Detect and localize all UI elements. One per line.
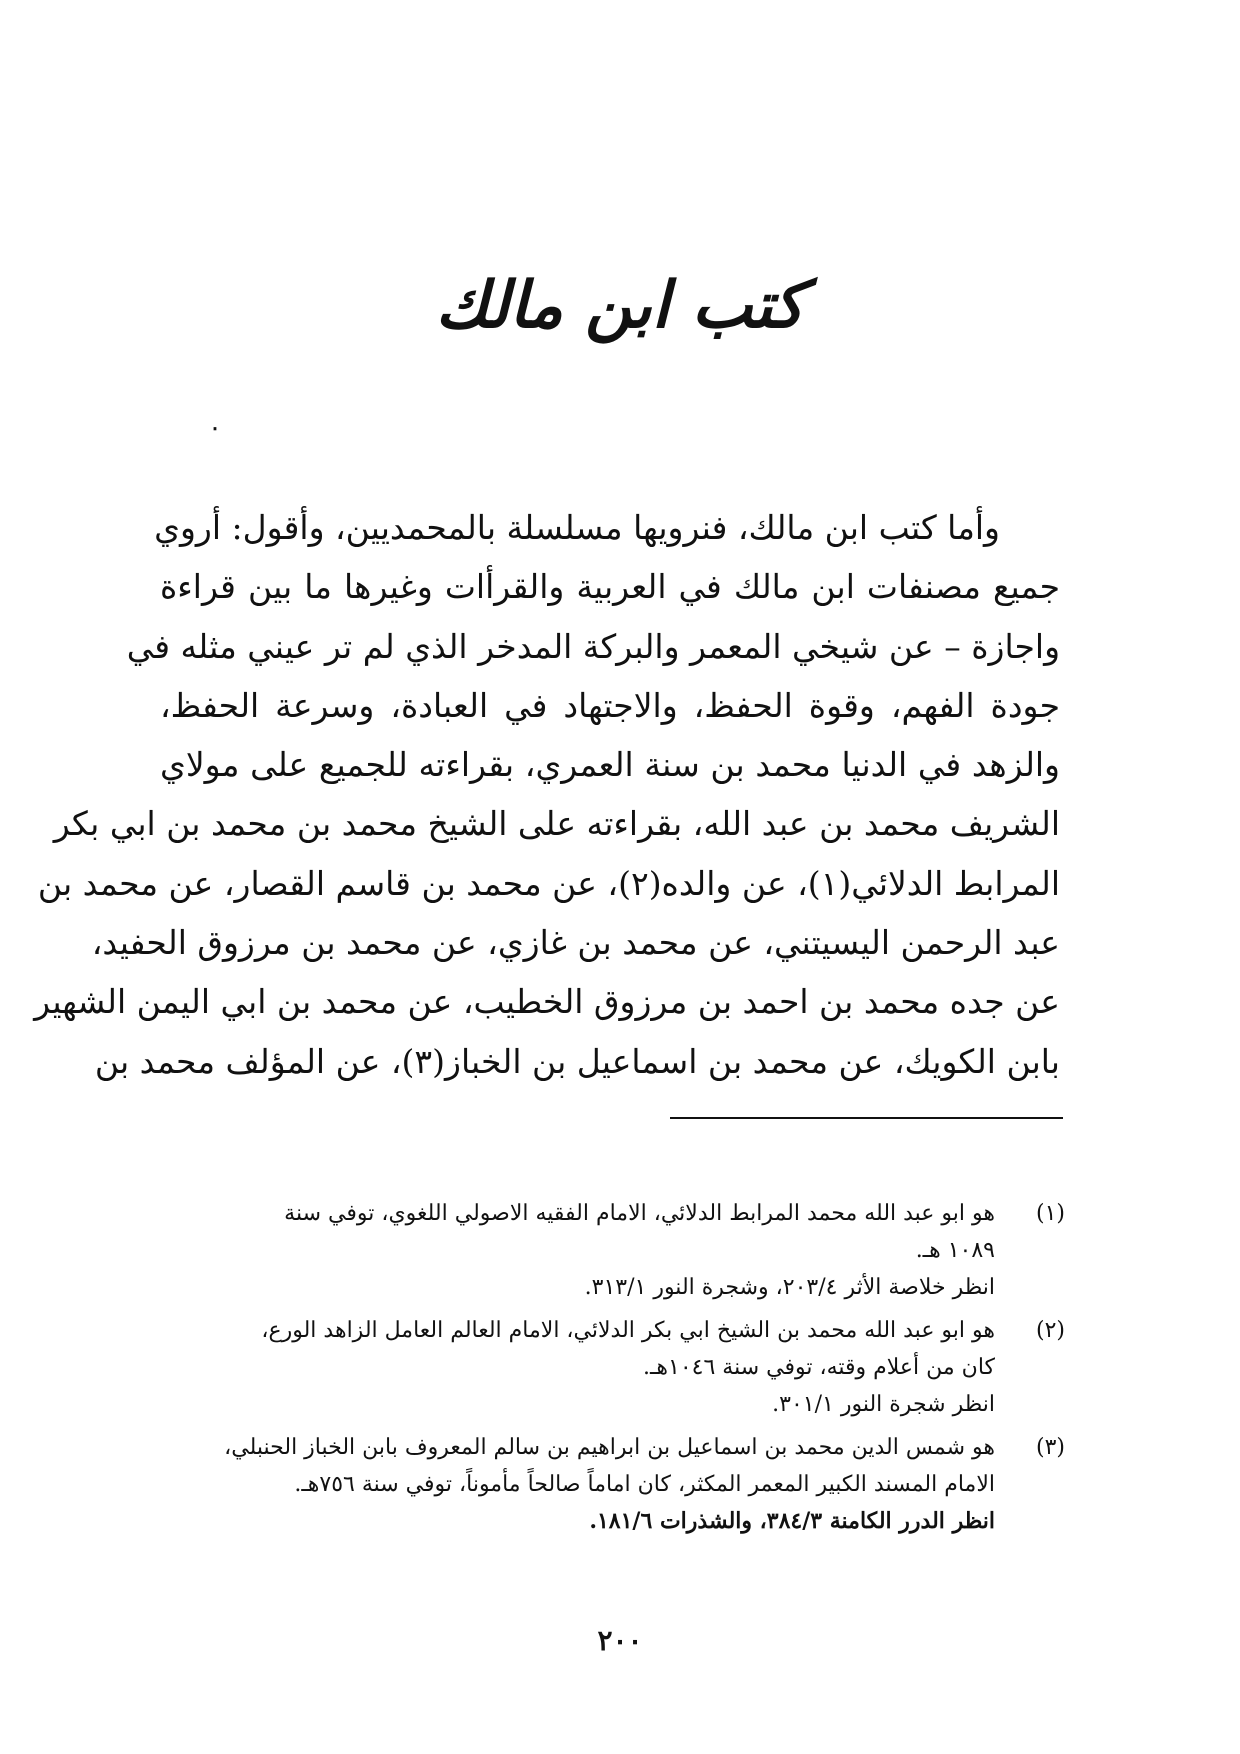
paragraph-line: جودة الفهم، وقوة الحفظ، والاجتهاد في العبادة، وسرعة الحفظ،	[160, 685, 1060, 725]
footnotes	[170, 1195, 1065, 1546]
footnote-line: انظر الدرر الكامنة ٣٨٤/٣، والشذرات ١٨١/٦.	[589, 1508, 995, 1534]
ornament-mark: ٠	[208, 413, 222, 443]
paragraph-line: بابن الكويك، عن محمد بن اسماعيل بن الخباز(٣)، عن المؤلف محمد بن	[94, 1041, 1060, 1081]
paragraph-line: والزهد في الدنيا محمد بن سنة العمري، بقراءته للجميع على مولاي	[160, 745, 1060, 785]
footnote-line: ١٠٨٩ هـ.	[915, 1238, 995, 1263]
paragraph-line: واجازة – عن شيخي المعمر والبركة المدخر الذي لم تر عيني مثله في	[126, 626, 1060, 666]
paragraph-line: جميع مصنفات ابن مالك في العربية والقرأات وغيرها ما بين قراءة	[160, 567, 1060, 607]
page-number: ٢٠٠	[597, 1624, 643, 1657]
paragraph-line: المرابط الدلائي(١)، عن والده(٢)، عن محمد بن قاسم القصار، عن محمد بن	[37, 863, 1060, 903]
main-paragraph	[34, 498, 1060, 1091]
footnote-line: انظر خلاصة الأثر ٢٠٣/٤، وشجرة النور ٣١٣/١.	[584, 1275, 995, 1300]
footnote-line: هو ابو عبد الله محمد المرابط الدلائي، الامام الفقيه الاصولي اللغوي، توفي سنة	[284, 1201, 995, 1226]
footnote-divider	[670, 1117, 1063, 1119]
footnote-line: كان من أعلام وقته، توفي سنة ١٠٤٦هـ.	[642, 1355, 995, 1380]
footnote-number: (٢)	[1035, 1318, 1065, 1343]
footnote-line: هو ابو عبد الله محمد بن الشيخ ابي بكر الدلائي، الامام العالم العامل الزاهد الورع،	[261, 1318, 995, 1343]
footnote-number: (١)	[1035, 1201, 1065, 1226]
paragraph-line: الشريف محمد بن عبد الله، بقراءته على الشيخ محمد بن محمد بن ابي بكر	[53, 804, 1060, 844]
footnote-line: انظر شجرة النور ٣٠١/١.	[772, 1392, 995, 1417]
footnote-1	[170, 1195, 1065, 1306]
footnote-number: (٣)	[1035, 1435, 1065, 1460]
chapter-title: كتب ابن مالك	[435, 268, 805, 343]
footnote-line: هو شمس الدين محمد بن اسماعيل بن ابراهيم بن سالم المعروف بابن الخباز الحنبلي،	[224, 1435, 995, 1460]
paragraph-line: عن جده محمد بن احمد بن مرزوق الخطيب، عن محمد بن ابي اليمن الشهير	[34, 982, 1060, 1022]
paragraph-line: وأما كتب ابن مالك، فنرويها مسلسلة بالمحمديين، وأقول: أروي	[154, 508, 1000, 547]
footnote-2	[170, 1312, 1065, 1423]
paragraph-line: عبد الرحمن اليسيتني، عن محمد بن غازي، عن محمد بن مرزوق الحفيد،	[91, 923, 1060, 963]
footnote-3	[170, 1429, 1065, 1540]
footnote-line: الامام المسند الكبير المعمر المكثر، كان اماماً صالحاً مأموناً، توفي سنة ٧٥٦هـ.	[294, 1472, 995, 1497]
